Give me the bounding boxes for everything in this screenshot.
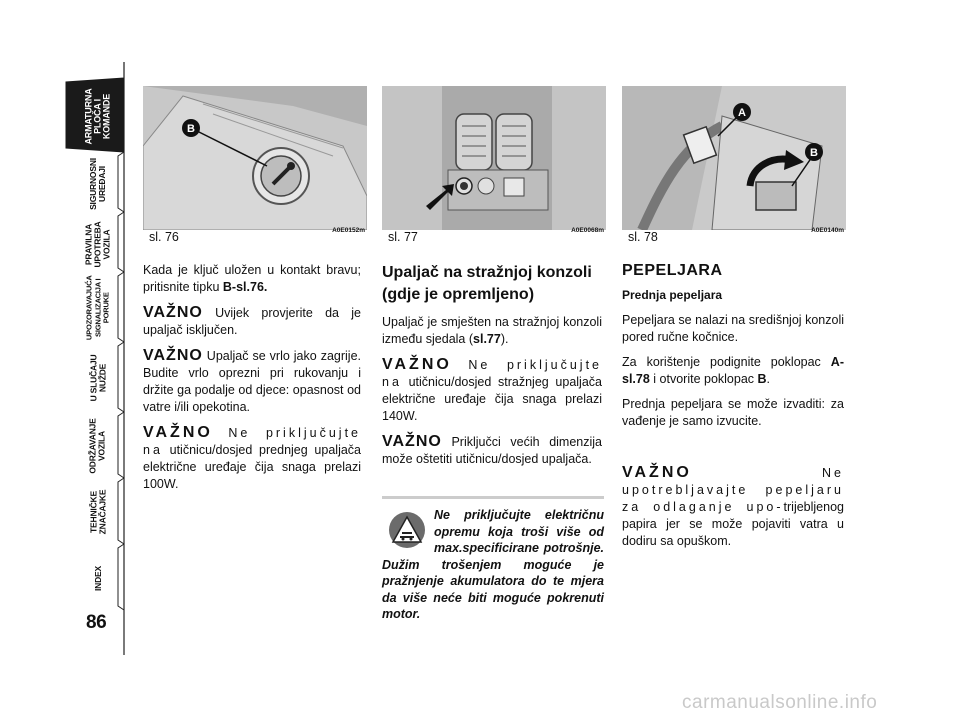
- tab-pravilna-upotreba[interactable]: [60, 212, 128, 274]
- paragraph: Upaljač je smješten na stražnjoj konzoli između sjedala (sl.77).: [382, 315, 602, 346]
- tab-sigurnosni-uredaji[interactable]: [60, 152, 128, 214]
- warning-note: VAŽNO Upaljač se vrlo jako zagrije. Budite vrlo oprezni pri rukovanju i držite ga podalje od djece: opasnost od vatre i/ili opekotina.: [143, 347, 361, 414]
- watermark: carmanualsonline.info: [682, 692, 878, 713]
- figure-code: A0E0140m: [811, 227, 844, 234]
- battery-warning-box: [382, 496, 604, 623]
- note-heading: VAŽNO: [382, 433, 442, 450]
- tab-label: ARMATURNA PLOČA I KOMANDE: [83, 87, 112, 145]
- note-heading: VAŽNO: [382, 356, 452, 373]
- warning-note: VAŽNO Ne upotrebljavajte pepeljaru za odlaganje upo-trijebljenog papira jer se može pojaviti vatra u dodiru sa opuškom.: [622, 464, 844, 548]
- svg-text:A: A: [738, 107, 746, 119]
- note-heading: VAŽNO: [143, 347, 203, 364]
- svg-text:B: B: [187, 123, 195, 135]
- tab-label: INDEX: [92, 565, 103, 591]
- note-heading: VAŽNO: [143, 424, 213, 441]
- tab-label: UPOZORAVAJUĆA SIGNALIZACIJA I PORUKE: [84, 275, 111, 341]
- figure-caption: sl. 77: [388, 230, 418, 244]
- paragraph: Prednja pepeljara se može izvaditi: za vađenje je samo izvucite.: [622, 397, 844, 428]
- note-heading: VAŽNO: [622, 464, 692, 481]
- paragraph: Za korištenje podignite poklopac A-sl.78 i otvorite poklopac B.: [622, 355, 844, 386]
- warning-note: VAŽNO Uvijek provjerite da je upaljač isključen.: [143, 304, 361, 337]
- figure-78: [622, 86, 846, 246]
- figure-76-image: [143, 86, 367, 230]
- tab-upozoravajuca-signalizacija[interactable]: [60, 275, 128, 341]
- warning-text: Ne priključujte električnu opremu koja troši više od max.specificirane potrošnje. Dužim trošenjem moguće je pražnjenje akumulatora do te mjera da više neće biti moguće pokrenuti motor.: [382, 508, 604, 621]
- warning-note: VAŽNO Ne priključujte na utičnicu/dosjed prednjeg upaljača električne uređaje čija snaga prelazi 100W.: [143, 424, 361, 491]
- tab-odrzavanje-vozila[interactable]: [60, 414, 128, 476]
- figure-78-image: [622, 86, 846, 230]
- chapter-tabs: [0, 0, 128, 720]
- tab-armaturna-ploca[interactable]: [60, 84, 128, 146]
- tab-index[interactable]: [60, 546, 128, 608]
- tab-label: ODRŽAVANJE VOZILA: [88, 418, 107, 474]
- subsection-title: Prednja pepeljara: [622, 288, 723, 302]
- page-number: 86: [86, 612, 107, 633]
- paragraph: Pepeljara se nalazi na središnjoj konzoli pored ručne kočnice.: [622, 313, 844, 344]
- warning-note: VAŽNO Ne priključujte na utičnicu/dosjed stražnjeg upaljača električne uređaje čija snaga prelazi 140W.: [382, 356, 602, 423]
- figure-code: A0E0068m: [571, 227, 604, 234]
- tab-tehnicke-znacajke[interactable]: [60, 480, 128, 542]
- note-heading: VAŽNO: [143, 304, 203, 321]
- figure-caption: sl. 78: [628, 230, 658, 244]
- tab-label: SIGURNOSNI UREĐAJI: [88, 158, 107, 210]
- divider: [382, 496, 604, 499]
- svg-text:B: B: [810, 147, 818, 159]
- tab-label: PRAVILNA UPOTREBA VOZILA: [83, 220, 112, 268]
- figure-77-image: [382, 86, 606, 230]
- tab-label: TEHNIČKE ZNAČAJKE: [88, 489, 107, 535]
- section-title: Upaljač na stražnjoj konzoli (gdje je opremljeno): [382, 264, 592, 303]
- figure-77: [382, 86, 606, 246]
- warning-triangle-icon: [388, 511, 426, 549]
- tab-u-slucaju-nuzde[interactable]: [60, 346, 128, 408]
- column-3: [622, 262, 844, 558]
- column-2: [382, 262, 602, 476]
- column-1: [143, 262, 361, 501]
- section-title: PEPELJARA: [622, 262, 723, 279]
- warning-note: VAŽNO Priključci većih dimenzija može oštetiti utičnicu/dosjed upaljača.: [382, 433, 602, 466]
- paragraph: Kada je ključ uložen u kontakt bravu; pritisnite tipku B-sl.76.: [143, 263, 361, 294]
- tab-label: U SLUČAJU NUŽDE: [88, 354, 107, 402]
- figure-76: [143, 86, 367, 246]
- figure-code: A0E0152m: [332, 227, 365, 234]
- figure-caption: sl. 76: [149, 230, 179, 244]
